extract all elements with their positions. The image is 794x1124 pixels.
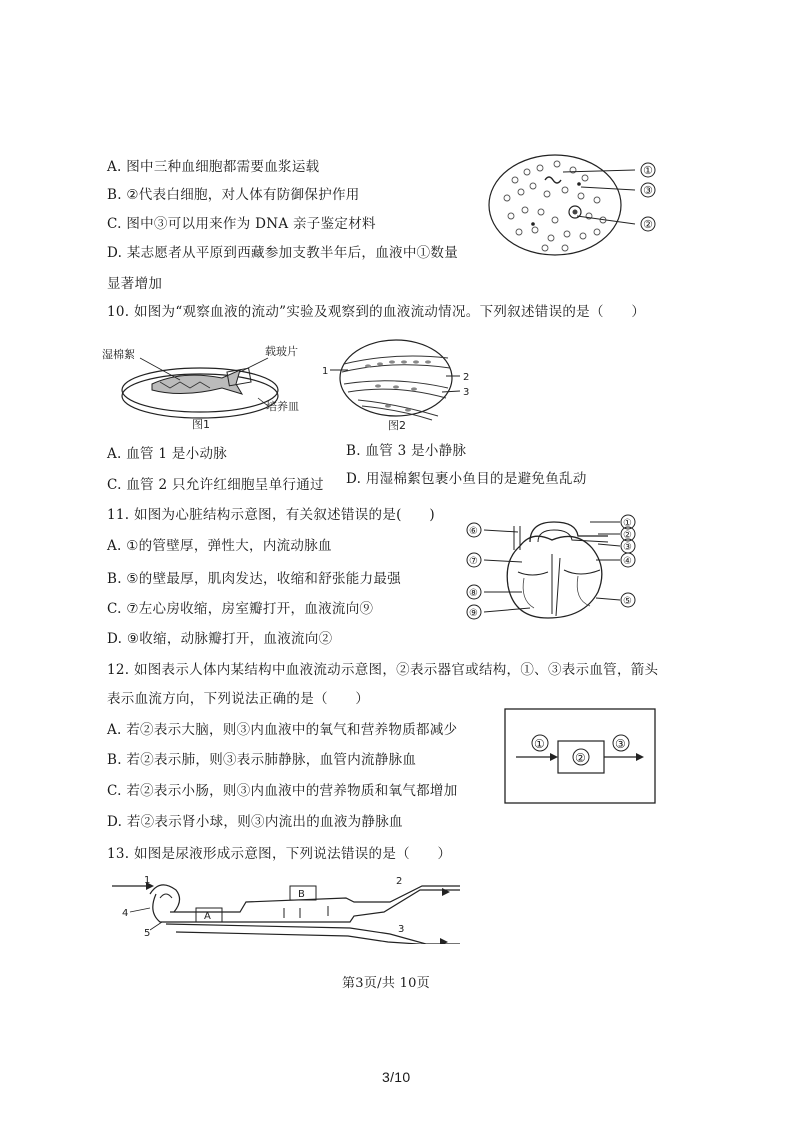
nephron-label-5: 5 bbox=[144, 928, 151, 939]
label-platelet: ② bbox=[643, 218, 653, 231]
nephron-label-b: B bbox=[298, 889, 305, 900]
q10-stem: 10. 如图为“观察血液的流动”实验及观察到的血液流动情况。下列叙述错误的是（ ） bbox=[107, 304, 646, 320]
figure-2-caption: 图2 bbox=[388, 419, 406, 432]
q12-stem-line1: 12. 如图表示人体内某结构中血液流动示意图，②表示器官或结构，①、③表示血管，箭头 bbox=[107, 662, 659, 678]
label-vessel-2: 2 bbox=[463, 372, 470, 383]
heart-label-3: ③ bbox=[623, 542, 632, 553]
q9-option-b: B. ②代表白细胞，对人体有防御保护作用 bbox=[107, 187, 360, 203]
heart-label-4: ④ bbox=[623, 556, 632, 567]
blood-smear-figure bbox=[485, 150, 675, 260]
q12-option-d: D. 若②表示肾小球，则③内流出的血液为静脉血 bbox=[107, 814, 403, 830]
heart-structure-figure bbox=[460, 512, 650, 624]
q11-option-d: D. ⑨收缩，动脉瓣打开，血液流向② bbox=[107, 631, 333, 647]
q12-stem-line2: 表示血流方向，下列说法正确的是（ ） bbox=[107, 691, 370, 707]
heart-label-5: ⑤ bbox=[623, 596, 632, 607]
flow-label-2: ② bbox=[575, 751, 586, 765]
q11-option-a: A. ①的管壁厚，弹性大，内流动脉血 bbox=[107, 538, 332, 554]
nephron-label-4: 4 bbox=[122, 908, 129, 919]
nephron-diagram bbox=[110, 872, 460, 944]
heart-label-9: ⑨ bbox=[469, 608, 478, 619]
nephron-label-3: 3 bbox=[398, 924, 405, 935]
heart-label-7: ⑦ bbox=[469, 556, 478, 567]
nephron-label-2: 2 bbox=[396, 876, 403, 887]
flow-label-3: ③ bbox=[615, 737, 626, 751]
label-vessel-3: 3 bbox=[463, 387, 470, 398]
q10-option-b: B. 血管 3 是小静脉 bbox=[346, 443, 467, 459]
nephron-label-a: A bbox=[204, 911, 211, 922]
heart-label-1: ① bbox=[623, 518, 632, 529]
label-wet-cotton: 湿棉絮 bbox=[102, 348, 135, 361]
q10-option-d: D. 用湿棉絮包裹小鱼目的是避免鱼乱动 bbox=[346, 471, 587, 487]
flow-label-1: ① bbox=[534, 737, 545, 751]
q11-option-b: B. ⑤的壁最厚，肌肉发达，收缩和舒张能力最强 bbox=[107, 571, 402, 587]
q11-stem: 11. 如图为心脏结构示意图，有关叙述错误的是( ) bbox=[107, 507, 435, 523]
q9-option-c: C. 图中③可以用来作为 DNA 亲子鉴定材料 bbox=[107, 216, 376, 232]
q10-option-c: C. 血管 2 只允许红细胞呈单行通过 bbox=[107, 477, 324, 493]
q12-option-c: C. 若②表示小肠，则③内血液中的营养物质和氧气都增加 bbox=[107, 783, 458, 799]
label-glass-slide: 载玻片 bbox=[265, 345, 298, 358]
label-petri-dish: 培养皿 bbox=[266, 400, 299, 413]
figure-1-caption: 图1 bbox=[192, 418, 210, 430]
capillary-view-figure bbox=[318, 334, 488, 434]
q12-option-b: B. 若②表示肺，则③表示肺静脉，血管内流静脉血 bbox=[107, 752, 417, 768]
q13-stem: 13. 如图是尿液形成示意图，下列说法错误的是（ ） bbox=[107, 846, 452, 862]
q10-option-a: A. 血管 1 是小动脉 bbox=[107, 446, 228, 462]
label-vessel-1: 1 bbox=[322, 366, 329, 377]
q9-option-d: D. 某志愿者从平原到西藏参加支教半年后，血液中①数量 bbox=[107, 245, 459, 261]
q11-option-c: C. ⑦左心房收缩，房室瓣打开，血液流向⑨ bbox=[107, 601, 374, 617]
heart-label-8: ⑧ bbox=[469, 588, 478, 599]
page-counter: 3/10 bbox=[382, 1069, 411, 1085]
label-white-cell: ③ bbox=[643, 184, 653, 197]
q9-option-d-continued: 显著增加 bbox=[107, 276, 163, 292]
q9-option-a: A. 图中三种血细胞都需要血浆运载 bbox=[107, 159, 320, 175]
label-red-cell: ① bbox=[643, 164, 653, 177]
blood-flow-diagram bbox=[504, 708, 656, 804]
heart-label-6: ⑥ bbox=[469, 526, 478, 537]
fish-tail-experiment-figure bbox=[100, 338, 300, 430]
q12-option-a: A. 若②表示大脑，则③内血液中的氧气和营养物质都减少 bbox=[107, 722, 458, 738]
nephron-label-1: 1 bbox=[144, 875, 151, 886]
page-footer-label: 第3页/共 10页 bbox=[342, 976, 431, 991]
heart-label-2: ② bbox=[623, 530, 632, 541]
